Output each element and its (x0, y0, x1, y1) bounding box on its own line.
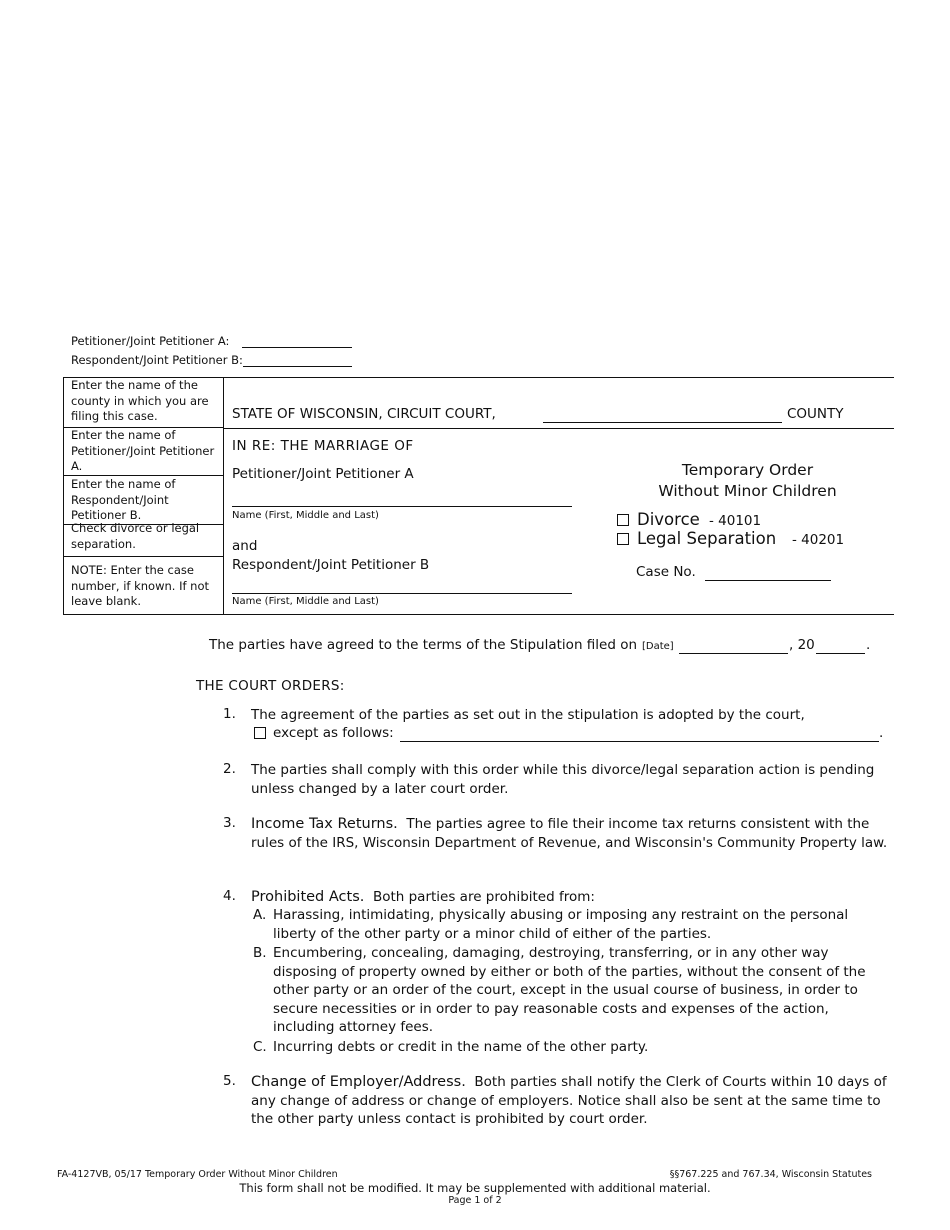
footer-notice: This form shall not be modified. It may be supplemented with additional material. (239, 1181, 711, 1195)
item4-a-text: Harassing, intimidating, physically abusing or imposing any restraint on the personal liberty of the other party or a minor child of either of the parties. (273, 907, 849, 942)
respondent-label: Respondent/Joint Petitioner B (232, 557, 430, 573)
date-hint: [Date] (642, 641, 674, 652)
form-title-line1: Temporary Order (681, 461, 814, 479)
footer-form-id: FA-4127VB, 05/17 Temporary Order Without Minor Children (57, 1169, 338, 1180)
item3-paragraph (251, 815, 901, 852)
except-period: . (879, 725, 884, 741)
instruction-petitioner: Enter the name of Petitioner/Joint Petitioner A. (71, 428, 215, 473)
and-text: and (232, 538, 258, 554)
item2-text: The parties shall comply with this order while this divorce/legal separation action is pending unless changed by a later court order. (251, 762, 875, 797)
divorce-label: Divorce (637, 510, 700, 529)
respondent-name-hint: Name (First, Middle and Last) (232, 596, 379, 607)
county-label: COUNTY (787, 406, 844, 422)
item1-text: The agreement of the parties as set out in the stipulation is adopted by the court, (251, 707, 805, 723)
court-heading: STATE OF WISCONSIN, CIRCUIT COURT, (232, 406, 496, 422)
instruction-note: NOTE: Enter the case number, if known. If not leave blank. (71, 563, 210, 608)
item2-number: 2. (223, 761, 236, 777)
instruction-county: Enter the name of the county in which you are filing this case. (71, 378, 209, 423)
stipulation-year-field[interactable] (816, 653, 865, 654)
item5-title: Change of Employer/Address. (251, 1074, 466, 1090)
item1-number: 1. (223, 706, 236, 722)
county-field[interactable] (543, 422, 782, 423)
footer-page-number: Page 1 of 2 (448, 1195, 502, 1206)
item4-c-text: Incurring debts or credit in the name of the other party. (273, 1039, 649, 1055)
item4-c-label: C. (253, 1039, 267, 1055)
stipulation-period: . (866, 637, 871, 653)
court-orders-heading: THE COURT ORDERS: (196, 678, 345, 694)
item4-a-label: A. (253, 907, 267, 923)
case-no-field[interactable] (705, 580, 831, 581)
item4-b-text: Encumbering, concealing, damaging, destroying, transferring, or in any other way disposing of property owned by either or both of the parties, without the consent of the other party or an order of the court, except in the usual course of business, in order to secure necessities or in order to pay reasonable costs and expenses of the action, including attorney fees. (273, 945, 866, 1035)
item4-text: Both parties are prohibited from: (372, 889, 595, 905)
respondent-b-header-field[interactable] (243, 366, 352, 367)
respondent-b-header-label: Respondent/Joint Petitioner B: (71, 353, 243, 367)
stipulation-date-field[interactable] (679, 653, 788, 654)
item4-paragraph (251, 888, 901, 907)
in-re-heading: IN RE: THE MARRIAGE OF (232, 438, 414, 454)
item3-text: The parties agree to file their income tax returns consistent with the rules of the IRS, Wisconsin Department of Revenue, and Wisconsin's Community Property law. (251, 816, 888, 851)
divorce-checkbox[interactable] (617, 514, 629, 526)
year-prefix: , 20 (789, 637, 815, 653)
item5-text: Both parties shall notify the Clerk of Courts within 10 days of any change of address or change of employers. Notice shall also be sent at the same time to the other party unless contact is prohibited by court order. (251, 1074, 887, 1127)
petitioner-a-header-label: Petitioner/Joint Petitioner A: (71, 334, 230, 348)
except-field[interactable] (400, 741, 879, 742)
petitioner-name-field[interactable] (232, 506, 572, 507)
except-checkbox[interactable] (254, 727, 266, 739)
item4-title: Prohibited Acts. (251, 889, 365, 905)
item5-number: 5. (223, 1073, 236, 1089)
instruction-check: Check divorce or legal separation. (71, 521, 200, 551)
legal-separation-checkbox[interactable] (617, 533, 629, 545)
item5-paragraph (251, 1073, 901, 1129)
item3-title: Income Tax Returns. (251, 816, 398, 832)
form-title-line2: Without Minor Children (658, 482, 837, 500)
item3-number: 3. (223, 815, 236, 831)
instruction-respondent: Enter the name of Respondent/Joint Petitioner B. (71, 477, 176, 522)
respondent-name-field[interactable] (232, 593, 572, 594)
legal-separation-code: - 40201 (792, 532, 845, 548)
case-no-label: Case No. (636, 564, 696, 580)
item4-b-label: B. (253, 945, 267, 961)
petitioner-label: Petitioner/Joint Petitioner A (232, 466, 414, 482)
legal-separation-label: Legal Separation (637, 529, 777, 548)
footer-statutes: §§767.225 and 767.34, Wisconsin Statutes (669, 1169, 872, 1180)
item4-number: 4. (223, 888, 236, 904)
stipulation-text: The parties have agreed to the terms of the Stipulation filed on (209, 637, 638, 653)
petitioner-name-hint: Name (First, Middle and Last) (232, 510, 379, 521)
petitioner-a-header-field[interactable] (242, 347, 352, 348)
except-label: except as follows: (273, 725, 394, 741)
divorce-code: - 40101 (709, 513, 762, 529)
